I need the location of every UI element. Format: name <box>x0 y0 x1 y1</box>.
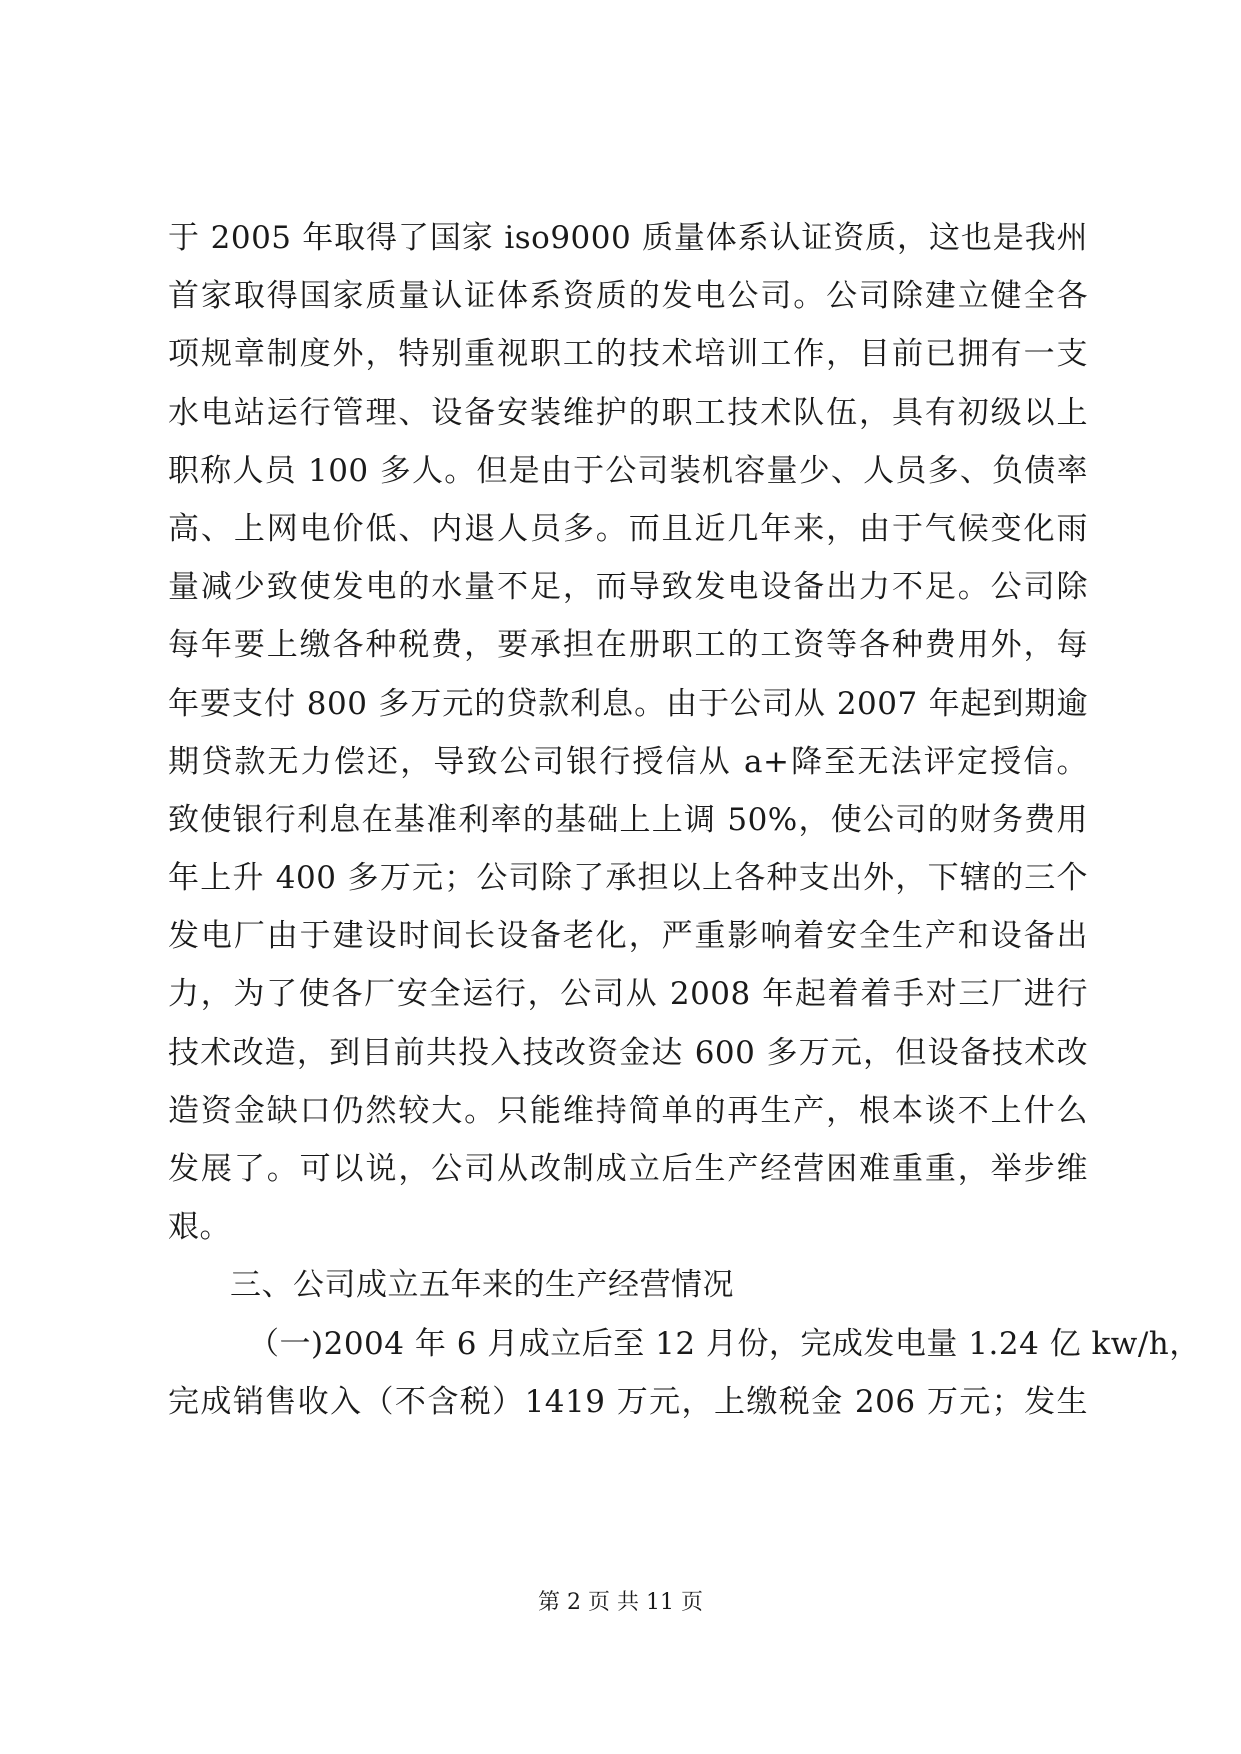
body-text <box>168 209 1201 1431</box>
page-number-footer: 第 2 页 共 11 页 <box>538 1590 703 1615</box>
section-heading: 三、公司成立五年来的生产经营情况 <box>230 1267 734 1304</box>
body-line: （一)2004 年 6 月成立后至 12 月份，完成发电量 1.24 亿 kw/h， <box>248 1325 1201 1362</box>
body-line: 水电站运行管理、设备安装维护的职工技术队伍，具有初级以上 <box>168 394 1088 431</box>
body-line: 造资金缺口仍然较大。只能维持简单的再生产，根本谈不上什么 <box>168 1092 1088 1129</box>
body-line: 期贷款无力偿还，导致公司银行授信从 a+降至无法评定授信。 <box>168 743 1088 780</box>
body-line: 致使银行利息在基准利率的基础上上调 50%，使公司的财务费用 <box>168 801 1088 838</box>
body-line: 于 2005 年取得了国家 iso9000 质量体系认证资质，这也是我州 <box>168 220 1088 256</box>
body-line: 高、上网电价低、内退人员多。而且近几年来，由于气候变化雨 <box>168 510 1088 547</box>
body-line: 首家取得国家质量认证体系资质的发电公司。公司除建立健全各 <box>168 278 1088 315</box>
body-line: 技术改造，到目前共投入技改资金达 600 多万元，但设备技术改 <box>168 1034 1088 1071</box>
body-line: 年要支付 800 多万元的贷款利息。由于公司从 2007 年起到期逾 <box>168 685 1088 722</box>
body-line: 职称人员 100 多人。但是由于公司装机容量少、人员多、负债率 <box>168 452 1088 489</box>
body-line: 量减少致使发电的水量不足，而导致发电设备出力不足。公司除 <box>168 569 1088 606</box>
body-line: 发电厂由于建设时间长设备老化，严重影响着安全生产和设备出 <box>168 918 1088 955</box>
body-line: 发展了。可以说，公司从改制成立后生产经营困难重重，举步维 <box>168 1151 1088 1187</box>
body-line: 项规章制度外，特别重视职工的技术培训工作，目前已拥有一支 <box>168 336 1088 373</box>
body-line: 每年要上缴各种税费，要承担在册职工的工资等各种费用外，每 <box>168 627 1088 664</box>
body-line: 艰。 <box>168 1209 231 1246</box>
body-line: 力，为了使各厂安全运行，公司从 2008 年起着着手对三厂进行 <box>168 976 1088 1013</box>
body-line: 完成销售收入（不含税）1419 万元，上缴税金 206 万元；发生 <box>168 1383 1088 1420</box>
body-line: 年上升 400 多万元；公司除了承担以上各种支出外，下辖的三个 <box>168 860 1088 897</box>
